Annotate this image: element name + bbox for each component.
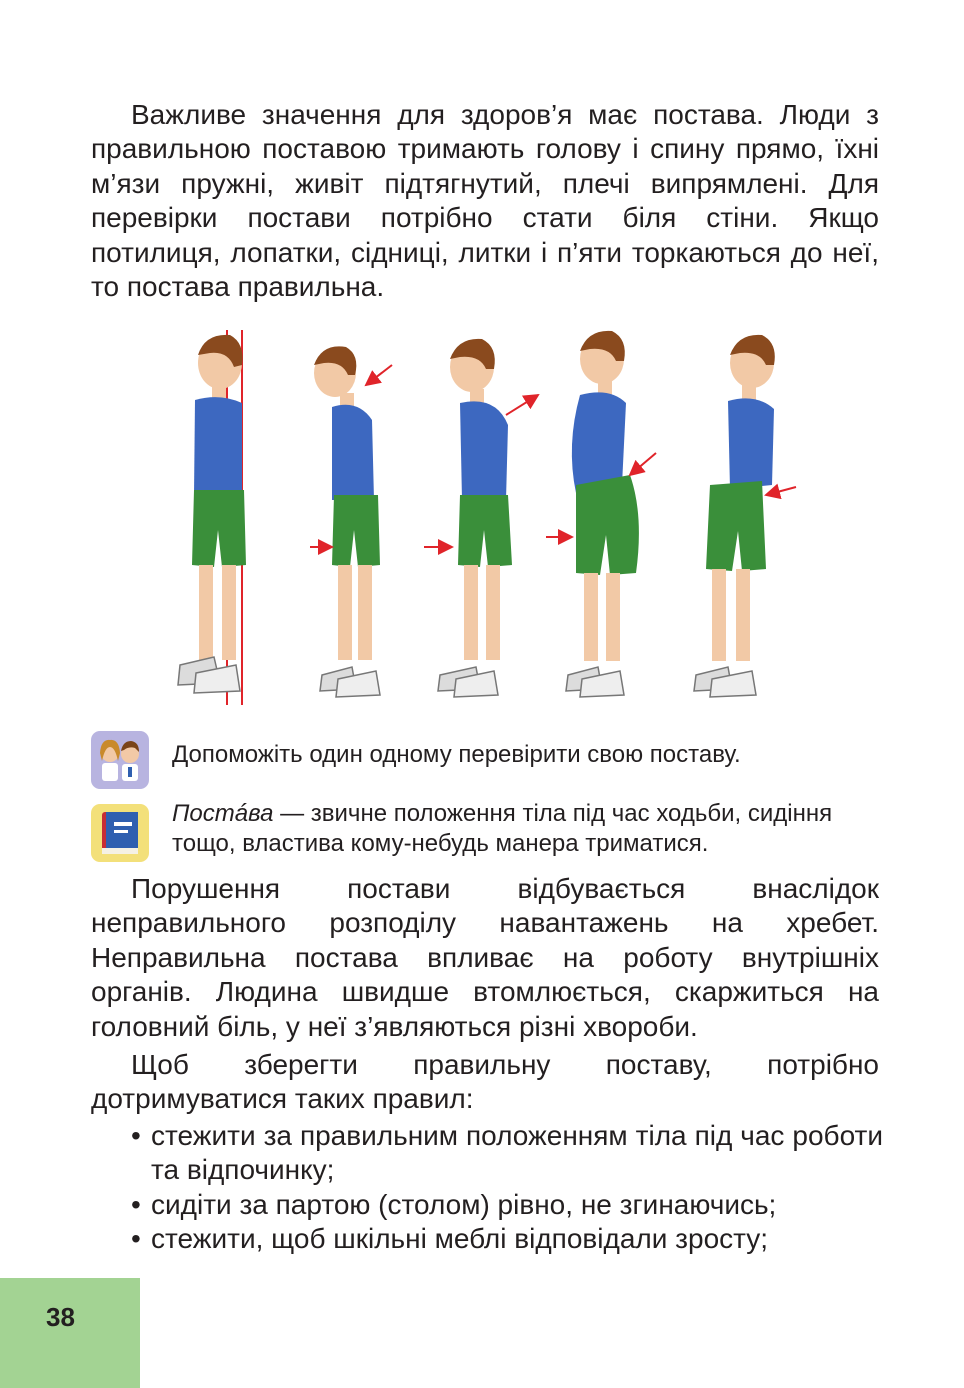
page-number-tab — [0, 1278, 140, 1388]
definition-term: Постáва — [172, 800, 274, 827]
figure-forward-pelvis — [694, 335, 796, 697]
figure-correct-posture — [178, 330, 246, 705]
rule-item: • сидіти за партою (столом) рівно, не згинаючись; — [131, 1188, 883, 1222]
intro-paragraph: Важливе значення для здоров’я має постава. Люди з правильною поставою тримають голову і спину прямо, їхні м’язи пружні, живіт підтягнутий, плечі випрямлені. Для перевірки постави потрібно стати біля стіни. Якщо потилиця, лопатки, сідниці, литки і п’яти торкаються до неї, то постава правильна. — [91, 99, 879, 303]
rule-item: • стежити за правильним положенням тіла під час роботи та відпочинку; — [131, 1119, 883, 1188]
definition-note — [172, 799, 884, 859]
rules-intro-paragraph: Щоб зберегти правильну поставу, потрібно дотримуватися таких правил: — [91, 1049, 879, 1115]
posture-illustration — [110, 325, 815, 725]
figure-rounded-back — [424, 339, 538, 697]
posture-disorder-paragraph: Порушення постави відбувається внаслідок неправильного розподілу навантажень на хребет. Неправильна постава впливає на роботу внутрішніх органів. Людина швидше втомлюється, скаржиться на головний біль, у неї з’являються різні хвороби. — [91, 873, 879, 1042]
children-icon — [91, 731, 149, 789]
rules-list — [131, 1119, 883, 1257]
figure-arched-back — [546, 331, 656, 697]
activity-note: Допоможіть один одному перевірити свою поставу. — [172, 741, 741, 768]
page-number: 38 — [46, 1302, 75, 1332]
definition-text: — звичне положення тіла під час ходьби, сидіння тощо, властива кому-небудь манера триматися. — [172, 800, 833, 857]
rule-item: • стежити, щоб шкільні меблі відповідали зросту; — [131, 1222, 883, 1256]
figure-head-forward — [310, 346, 392, 697]
book-icon — [91, 804, 149, 862]
